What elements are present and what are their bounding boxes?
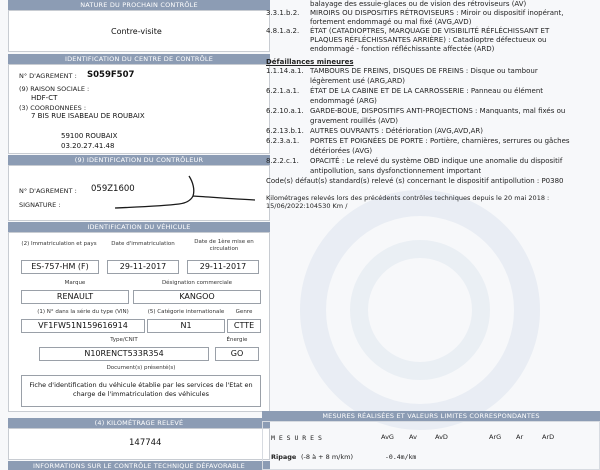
type-caption: Type/CNIT [110, 337, 138, 343]
minor-defect-code: 6.2.10.a.1. [266, 107, 304, 115]
minor-defect-line [266, 67, 596, 76]
minor-defect-text: endommagé (ARG) [310, 97, 377, 105]
coordonnees-label: (3) COORDONNEES : [19, 104, 87, 112]
genre-caption: Genre [235, 309, 253, 315]
defect-text: endommagé - fonction réfléchissante affectée (ARD) [310, 45, 495, 53]
minor-defect-line [266, 77, 596, 86]
col-ar: Ar [516, 433, 524, 441]
defect-line [266, 0, 596, 9]
raison-label: (9) RAISON SOCIALE : [19, 85, 90, 93]
type-field: N10RENCT533R354 [39, 347, 209, 361]
address-line-2: 59100 ROUBAIX [61, 132, 118, 140]
minor-defect-text: légèrement usé (ARG,ARD) [310, 77, 405, 85]
minor-defect-text: OPACITÉ : Le relevé du système OBD indique une anomalie du dispositif [310, 157, 563, 165]
defect-line [266, 36, 596, 45]
designation-caption: Désignation commerciale [161, 280, 233, 286]
centre-header: IDENTIFICATION DU CENTRE DE CONTRÔLE [8, 54, 270, 64]
km-note-1: Kilométrages relevés lors des précédents contrôles techniques depuis le 20 mai 2018 : [266, 194, 550, 202]
minor-defect-line [266, 147, 596, 156]
centre-agrement-value: S059F507 [87, 70, 135, 80]
controleur-agrement-label: N° D'AGREMENT : [19, 187, 77, 195]
address-line-1: 7 BIS RUE ISABEAU DE ROUBAIX [31, 112, 145, 120]
minor-defect-line [266, 87, 596, 96]
marque-caption: Marque [64, 280, 86, 286]
minor-defect-line [266, 177, 596, 186]
categorie-field: N1 [147, 319, 225, 333]
minor-defect-text: GARDE-BOUE, DISPOSITIFS ANTI-PROJECTIONS : Manquants, mal fixés ou [310, 107, 566, 115]
kilometrage-header: (4) KILOMÉTRAGE RELEVÉ [8, 418, 270, 428]
left-column [8, 0, 270, 470]
minor-defect-code: 1.1.14.a.1. [266, 67, 304, 75]
minor-defect-code: 8.2.2.c.1. [266, 157, 299, 165]
defect-line [266, 9, 596, 18]
phone: 03.20.27.41.48 [61, 142, 115, 150]
col-avg: AvG [381, 433, 394, 441]
nature-box [8, 10, 270, 52]
controleur-agrement-value: 059Z1600 [91, 184, 135, 194]
vehicule-box [8, 232, 270, 412]
footer-header: INFORMATIONS SUR LE CONTRÔLE TECHNIQUE DÉFAVORABLE [8, 461, 270, 470]
mesures-box [262, 421, 600, 470]
defect-text: MIROIRS OU DISPOSITIFS RÉTROVISEURS : Miroir ou dispositif inopérant, [310, 9, 564, 17]
col-arg: ArG [489, 433, 502, 441]
nature-value: Contre-visite [111, 27, 162, 36]
vin-caption: (1) N° dans la série du type (VIN) [37, 309, 129, 315]
signature-label: SIGNATURE : [19, 201, 61, 209]
mineures-title: Défaillances mineures [266, 58, 354, 66]
marque-field: RENAULT [21, 290, 129, 304]
kilometrage-value: 147744 [129, 438, 162, 448]
right-column [262, 0, 600, 470]
defect-code: 4.8.1.a.2. [266, 27, 300, 35]
energie-field: GO [215, 347, 259, 361]
minor-defect-text: TAMBOURS DE FREINS, DISQUES DE FREINS : Disque ou tambour [310, 67, 538, 75]
immat-field: ES-757-HM (F) [21, 260, 99, 274]
ripage-value: -0.4m/km [385, 453, 417, 461]
mesures-header: MESURES RÉALISÉES ET VALEURS LIMITES CORRESPONDANTES [262, 411, 600, 421]
minor-defect-line [266, 137, 596, 146]
vehicule-header: IDENTIFICATION DU VÉHICULE [8, 222, 270, 232]
minor-defect-text: antipollution, sans dysfonctionnement important [310, 167, 482, 175]
minor-defect-code: 6.2.13.b.1. [266, 127, 304, 135]
date-immat-caption: Date d'immatriculation [111, 241, 175, 247]
date-first-caption: Date de 1ère mise en circulation [194, 239, 254, 252]
minor-defect-line [266, 127, 596, 136]
controleur-box [8, 165, 270, 221]
minor-defect-line [266, 97, 596, 106]
minor-defect-line [266, 107, 596, 116]
minor-defect-text: gravement rouillés (AVD) [310, 117, 399, 125]
col-av: Av [409, 433, 417, 441]
documents-caption: Document(s) présenté(s) [106, 365, 176, 371]
minor-defect-text: Code(s) défaut(s) standard(s) relevé (s) concernant le dispositif antipollution : P0380 [266, 177, 564, 185]
minor-defect-text: détériorées (AVG) [310, 147, 373, 155]
signature-graphic [109, 170, 259, 212]
documents-field: Fiche d'identification du véhicule établie par les services de l'Etat en charge de l'immatriculation des véhicules [21, 375, 261, 407]
genre-field: CTTE [227, 319, 261, 333]
date-immat-field: 29-11-2017 [107, 260, 179, 274]
ripage-limits: (-8 à + 8 m/km) [301, 453, 353, 461]
immat-caption: (2) Immatriculation et pays [21, 241, 97, 247]
minor-defect-line [266, 167, 596, 176]
defect-text: fortement endommagé ou mal fixé (AVG,AVD) [310, 18, 472, 26]
minor-defect-line [266, 157, 596, 166]
defect-text: balayage des essuie-glaces ou de vision des rétroviseurs (AV) [310, 0, 527, 8]
date-first-field: 29-11-2017 [187, 260, 259, 274]
defect-line [266, 45, 596, 54]
categorie-caption: (5) Catégorie internationale [147, 309, 225, 315]
ripage-label: Ripage [271, 453, 297, 461]
col-avd: AvD [435, 433, 448, 441]
minor-defect-text: AUTRES OUVRANTS : Détérioration (AVG,AVD,AR) [310, 127, 483, 135]
controleur-header: (9) IDENTIFICATION DU CONTRÔLEUR [8, 155, 270, 165]
defect-line [266, 27, 596, 36]
kilometrage-box [8, 428, 270, 460]
minor-defect-code: 6.2.1.a.1. [266, 87, 300, 95]
defect-line [266, 18, 596, 27]
energie-caption: Énergie [226, 337, 248, 343]
minor-defect-text: PORTES ET POIGNÉES DE PORTE : Portière, charnières, serrures ou gâches [310, 137, 570, 145]
designation-field: KANGOO [133, 290, 261, 304]
defect-code: 3.3.1.b.2. [266, 9, 300, 17]
raison-value: HDF-CT [31, 94, 58, 102]
vin-field: VF1FW51N159616914 [21, 319, 145, 333]
centre-box [8, 64, 270, 154]
mesures-label: M E S U R E S [271, 434, 322, 442]
km-note-2: 15/06/2022:104530 Km / [266, 202, 348, 210]
minor-defect-line [266, 117, 596, 126]
col-ard: ArD [542, 433, 555, 441]
minor-defect-code: 6.2.3.a.1. [266, 137, 300, 145]
minor-defect-text: ÉTAT DE LA CABINE ET DE LA CARROSSERIE : Panneau ou élément [310, 87, 543, 95]
defect-text: ÉTAT (CATADIOPTRES, MARQUAGE DE VISIBILITÉ RÉFLÉCHISSANT ET [310, 27, 550, 35]
defect-text: PLAQUES RÉFLÉCHISSANTES ARRIÈRE) : Catadioptre défectueux ou [310, 36, 547, 44]
nature-header: NATURE DU PROCHAIN CONTRÔLE [8, 0, 270, 10]
centre-agrement-label: N° D'AGREMENT : [19, 72, 77, 80]
